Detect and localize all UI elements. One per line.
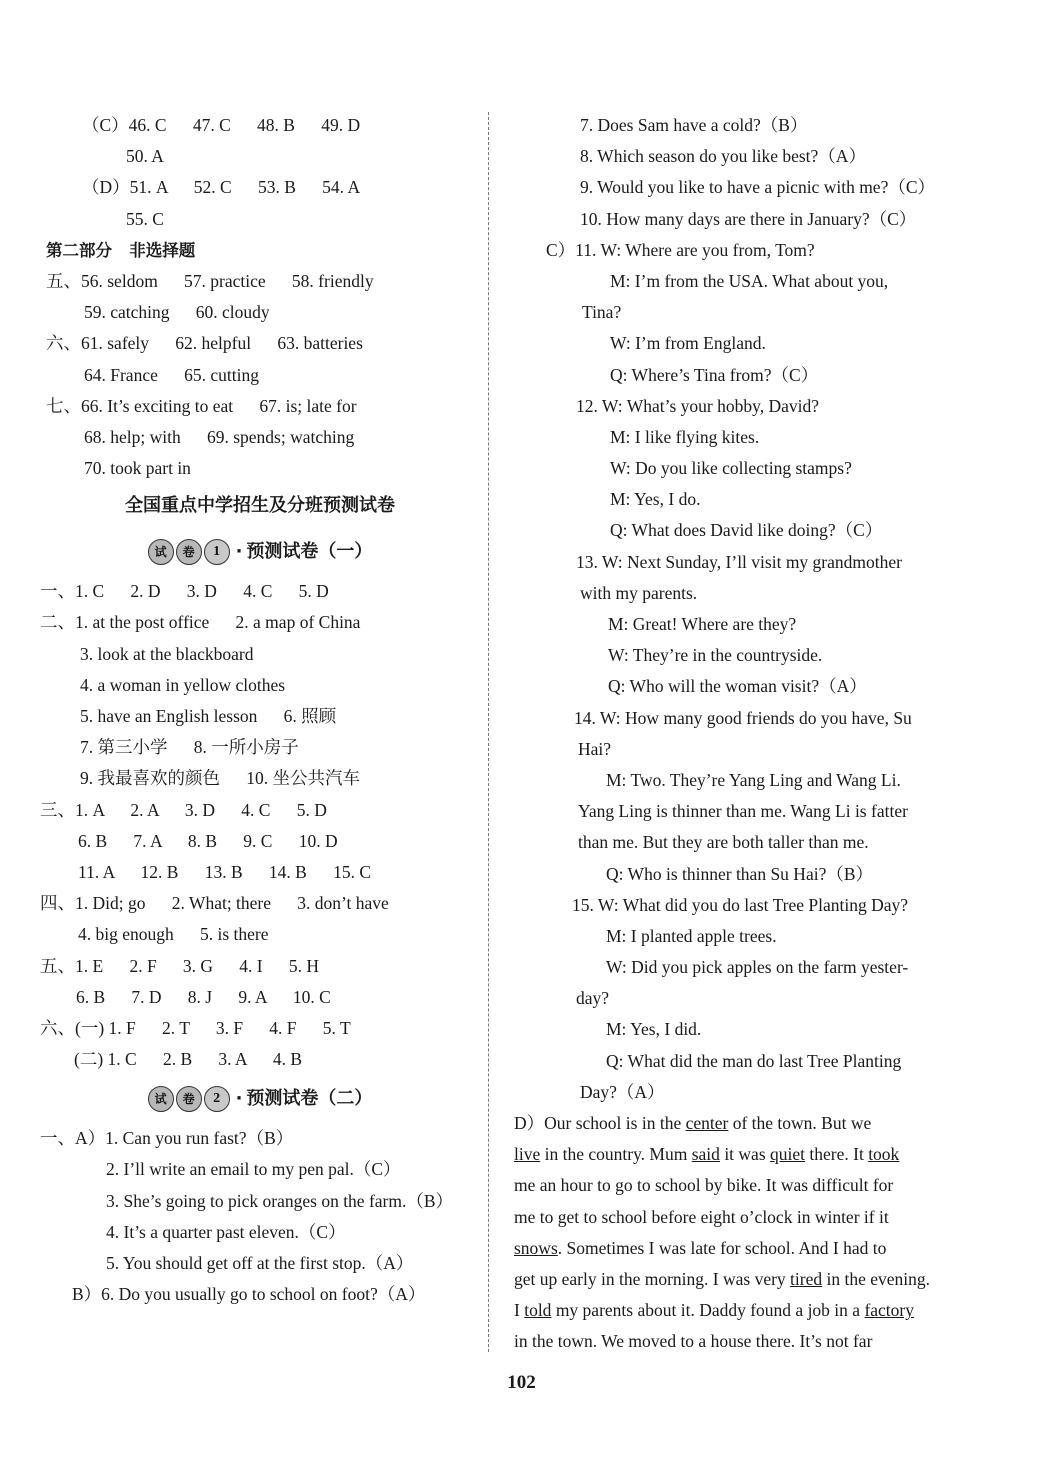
separator-dot: · xyxy=(235,541,243,563)
paper1-answers xyxy=(40,576,480,1075)
text-line: M: Great! Where are they? xyxy=(608,614,797,634)
text-line: M: Yes, I do. xyxy=(610,489,701,510)
section-heading: 第二部分 非选择题 xyxy=(46,240,196,260)
text-line: 9. Would you like to have a picnic with me?（C） xyxy=(580,177,936,198)
text-line: 4. It’s a quarter past eleven.（C） xyxy=(106,1221,346,1242)
text-line: M: I’m from the USA. What about you, xyxy=(610,270,889,291)
text-line: Tina? xyxy=(582,302,622,323)
passage-line xyxy=(510,1295,950,1326)
text-line: W: Did you pick apples on the farm yester- xyxy=(606,957,909,978)
passage-line xyxy=(510,1139,950,1170)
text-line: 五、1. E 2. F 3. G 4. I 5. H xyxy=(40,955,320,976)
underlined-word: took xyxy=(868,1144,900,1165)
text-line: 5. have an English lesson 6. 照顾 xyxy=(80,706,337,726)
passage-text: in the country. Mum xyxy=(540,1144,692,1165)
passage-text: get up early in the morning. I was very xyxy=(514,1268,791,1289)
passage-text: my parents about it. Daddy found a job in a xyxy=(551,1300,865,1321)
passage-text: it was xyxy=(719,1144,771,1165)
column-divider xyxy=(488,112,489,1352)
text-line: Yang Ling is thinner than me. Wang Li is fatter xyxy=(578,801,908,822)
text-line: M: Two. They’re Yang Ling and Wang Li. xyxy=(606,769,901,790)
passage-line: me to get to school before eight o’clock in winter if it xyxy=(514,1206,889,1227)
text-line: Day?（A） xyxy=(580,1081,665,1102)
underlined-word: told xyxy=(524,1300,552,1321)
text-line: 一、1. C 2. D 3. D 4. C 5. D xyxy=(40,581,329,602)
text-line: 6. B 7. D 8. J 9. A 10. C xyxy=(76,986,331,1007)
passage-text: . Sometimes I was late for school. And I had to xyxy=(557,1237,887,1258)
paper-number-badge: 1 xyxy=(204,539,230,565)
passage-line xyxy=(510,1264,950,1295)
text-line: W: They’re in the countryside. xyxy=(608,645,823,666)
separator-dot: · xyxy=(235,1088,243,1110)
underlined-word: quiet xyxy=(770,1144,806,1165)
text-line: 二、1. at the post office 2. a map of China xyxy=(40,612,361,633)
main-title: 全国重点中学招生及分班预测试卷 xyxy=(125,495,395,517)
passage-line xyxy=(510,1108,950,1139)
text-line: B）6. Do you usually go to school on foot?（A） xyxy=(72,1284,426,1305)
paper-badge-icon: 卷 xyxy=(176,1086,202,1112)
paper2-heading xyxy=(40,1075,480,1123)
passage-text: there. It xyxy=(805,1144,869,1165)
text-line: M: I planted apple trees. xyxy=(606,925,777,946)
text-line: W: Do you like collecting stamps? xyxy=(610,458,852,479)
text-line: （C）46. C 47. C 48. B 49. D xyxy=(82,115,361,135)
paper-number-badge: 2 xyxy=(204,1086,230,1112)
text-line: 64. France 65. cutting xyxy=(84,364,259,385)
text-line: 七、66. It’s exciting to eat 67. is; late for xyxy=(46,395,357,416)
text-line: M: Yes, I did. xyxy=(606,1019,702,1040)
passage-line: in the town. We moved to a house there. It’s not far xyxy=(514,1331,873,1352)
text-line: 50. A xyxy=(126,146,164,167)
left-column xyxy=(40,110,480,1310)
text-line: 6. B 7. A 8. B 9. C 10. D xyxy=(78,830,338,851)
paper2-answers xyxy=(40,1123,480,1310)
text-line: than me. But they are both taller than me. xyxy=(578,832,869,853)
text-line: 7. 第三小学 8. 一所小房子 xyxy=(80,737,299,758)
text-line: Q: What did the man do last Tree Planting xyxy=(606,1050,902,1071)
answer-block-part2 xyxy=(40,266,480,484)
text-line: 10. How many days are there in January?（C） xyxy=(580,208,917,229)
text-line: C）11. W: Where are you from, Tom? xyxy=(546,239,815,260)
passage-text: D）Our school is in the xyxy=(514,1113,686,1133)
text-line: 一、A）1. Can you run fast?（B） xyxy=(40,1128,294,1149)
reading-passage xyxy=(510,1108,950,1358)
text-line: （D）51. A 52. C 53. B 54. A xyxy=(82,177,361,198)
text-line: 5. You should get off at the first stop.（A） xyxy=(106,1253,414,1273)
paper-badge-icon: 试 xyxy=(148,539,174,565)
text-line: 55. C xyxy=(126,208,164,229)
passage-text: in the evening. xyxy=(822,1268,931,1289)
paper1-heading xyxy=(40,528,480,576)
text-line: 2. I’ll write an email to my pen pal.（C） xyxy=(106,1159,401,1180)
text-line: Q: Who is thinner than Su Hai?（B） xyxy=(606,863,874,884)
answer-block-part1 xyxy=(40,110,480,235)
listening-transcript xyxy=(510,110,950,1108)
text-line: Q: What does David like doing?（C） xyxy=(610,520,883,541)
text-line: 4. a woman in yellow clothes xyxy=(80,674,286,695)
page-number: 102 xyxy=(507,1372,536,1393)
text-line: M: I like flying kites. xyxy=(610,426,760,447)
right-column xyxy=(510,110,950,1358)
text-line: 三、1. A 2. A 3. D 4. C 5. D xyxy=(40,799,327,820)
text-line: 4. big enough 5. is there xyxy=(78,924,269,945)
text-line: 12. W: What’s your hobby, David? xyxy=(576,395,820,416)
paper-badge-icon: 卷 xyxy=(176,539,202,565)
text-line: 70. took part in xyxy=(84,458,191,479)
text-line: 13. W: Next Sunday, I’ll visit my grandmother xyxy=(576,551,902,572)
text-line: 3. She’s going to pick oranges on the farm.（B） xyxy=(106,1190,454,1211)
underlined-word: live xyxy=(514,1144,541,1165)
text-line: 六、(一) 1. F 2. T 3. F 4. F 5. T xyxy=(40,1017,351,1038)
text-line: 五、56. seldom 57. practice 58. friendly xyxy=(46,270,374,291)
text-line: 59. catching 60. cloudy xyxy=(84,302,270,323)
underlined-word: said xyxy=(691,1144,720,1165)
text-line: 15. W: What did you do last Tree Planting Day? xyxy=(572,894,909,915)
text-line: 7. Does Sam have a cold?（B） xyxy=(580,115,808,135)
paper-badge-icon: 试 xyxy=(148,1086,174,1112)
passage-line: me an hour to go to school by bike. It was difficult for xyxy=(514,1175,894,1196)
underlined-word: snows xyxy=(514,1237,558,1258)
paper2-title: 预测试卷（二） xyxy=(246,1088,373,1110)
text-line: W: I’m from England. xyxy=(610,333,766,354)
paper1-title: 预测试卷（一） xyxy=(246,541,373,563)
text-line: Q: Where’s Tina from?（C） xyxy=(610,364,819,385)
text-line: Q: Who will the woman visit?（A） xyxy=(608,676,867,697)
text-line: 11. A 12. B 13. B 14. B 15. C xyxy=(78,861,371,882)
text-line: day? xyxy=(576,988,610,1009)
text-line: 9. 我最喜欢的颜色 10. 坐公共汽车 xyxy=(80,768,360,789)
text-line: (二) 1. C 2. B 3. A 4. B xyxy=(74,1049,303,1070)
text-line: with my parents. xyxy=(580,582,698,603)
text-line: 14. W: How many good friends do you have, Su xyxy=(574,707,912,728)
text-line: 68. help; with 69. spends; watching xyxy=(84,426,355,447)
underlined-word: tired xyxy=(790,1268,823,1289)
underlined-word: factory xyxy=(864,1300,914,1321)
text-line: Hai? xyxy=(578,738,612,759)
text-line: 六、61. safely 62. helpful 63. batteries xyxy=(46,333,363,354)
text-line: 8. Which season do you like best?（A） xyxy=(580,146,866,167)
passage-text: of the town. But we xyxy=(728,1113,872,1133)
passage-text: I xyxy=(514,1300,525,1321)
text-line: 四、1. Did; go 2. What; there 3. don’t have xyxy=(40,893,389,914)
underlined-word: center xyxy=(685,1113,729,1133)
passage-line xyxy=(510,1233,950,1264)
text-line: 3. look at the blackboard xyxy=(80,643,254,664)
